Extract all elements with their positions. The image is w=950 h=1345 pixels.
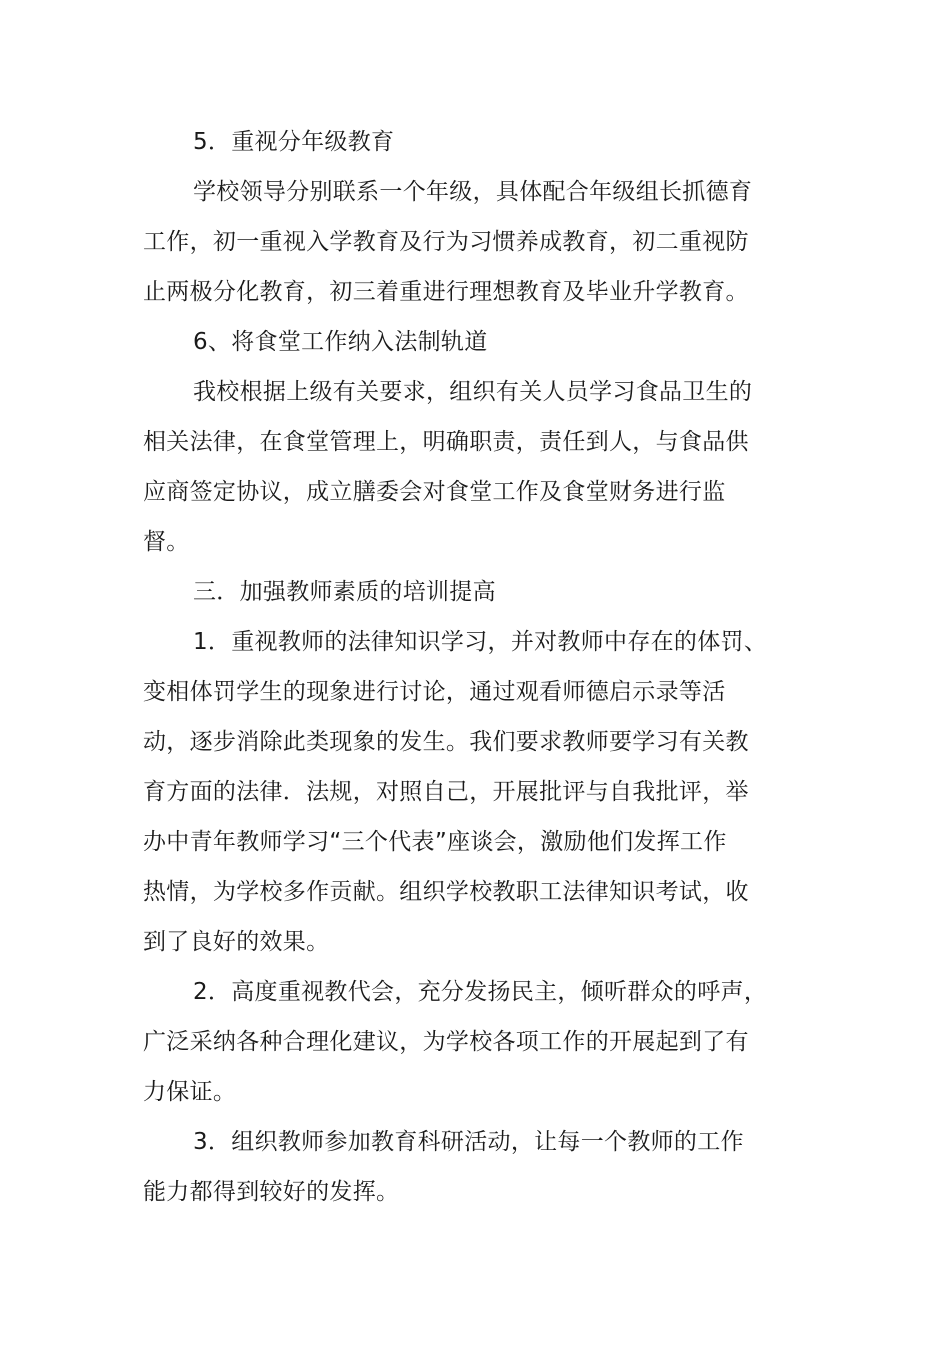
text-line: 力保证。 [143,1079,237,1105]
text-line: 能力都得到较好的发挥。 [143,1179,400,1205]
heading-item-6: 6、将食堂工作纳入法制轨道 [193,329,488,355]
text-line: 学校领导分别联系一个年级，具体配合年级组长抓德育 [193,179,753,205]
text-line: 督。 [143,529,190,555]
text-line: 育方面的法律．法规，对照自己，开展批评与自我批评，举 [143,779,749,805]
text-line: 变相体罚学生的现象进行讨论，通过观看师德启示录等活 [143,679,726,705]
text-line: 动，逐步消除此类现象的发生。我们要求教师要学习有关教 [143,729,749,755]
text-line: 工作，初一重视入学教育及行为习惯养成教育，初二重视防 [143,229,749,255]
text-line: 办中青年教师学习“三个代表”座谈会，激励他们发挥工作 [143,829,727,855]
text-line: 广泛采纳各种合理化建议，为学校各项工作的开展起到了有 [143,1029,749,1055]
text-line: 热情，为学校多作贡献。组织学校教职工法律知识考试，收 [143,879,749,905]
text-line: 2．高度重视教代会，充分发扬民主，倾听群众的呼声， [193,979,768,1005]
text-line: 3．组织教师参加教育科研活动，让每一个教师的工作 [193,1129,744,1155]
heading-item-5: 5．重视分年级教育 [193,129,395,155]
section-heading-3: 三．加强教师素质的培训提高 [193,579,496,605]
text-line: 1．重视教师的法律知识学习，并对教师中存在的体罚、 [193,629,768,655]
text-line: 我校根据上级有关要求，组织有关人员学习食品卫生的 [193,379,753,405]
text-line: 应商签定协议，成立膳委会对食堂工作及食堂财务进行监 [143,479,726,505]
text-line: 到了良好的效果。 [143,929,330,955]
text-line: 止两极分化教育，初三着重进行理想教育及毕业升学教育。 [143,279,749,305]
text-line: 相关法律，在食堂管理上，明确职责，责任到人，与食品供 [143,429,749,455]
